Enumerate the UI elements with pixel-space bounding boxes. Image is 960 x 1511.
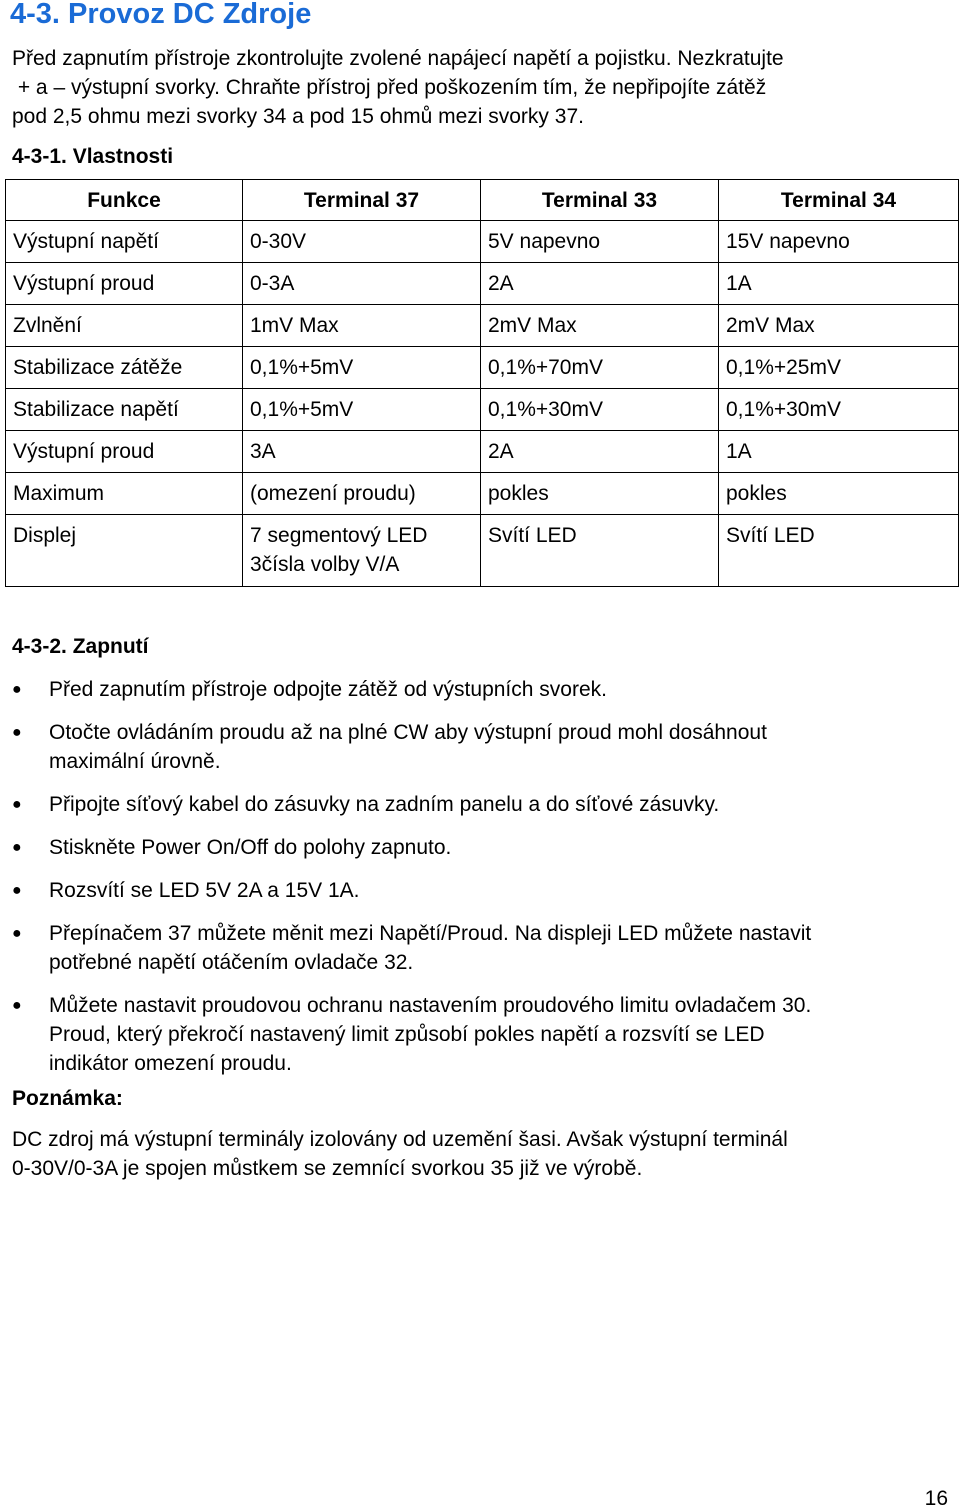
table-cell: Maximum (6, 473, 243, 515)
list-item (0, 833, 955, 862)
note-title: Poznámka: (12, 1087, 123, 1110)
cell-line: 3čísla volby V/A (250, 553, 400, 576)
table-cell: (omezení proudu) (243, 473, 481, 515)
table-cell: 15V napevno (719, 221, 959, 263)
column-header: Terminal 34 (719, 180, 959, 221)
table-cell: 1A (719, 263, 959, 305)
bullet-icon: ● (12, 925, 22, 942)
bullet-icon: ● (12, 681, 22, 698)
list-item-line: Otočte ovládáním proudu až na plné CW aby výstupní proud mohl dosáhnout (49, 721, 767, 744)
table-cell: 2A (481, 263, 719, 305)
table-cell: Výstupní proud (6, 263, 243, 305)
table-cell: 2mV Max (481, 305, 719, 347)
table-row (6, 473, 959, 515)
note-line: DC zdroj má výstupní terminály izolovány od uzemění šasi. Avšak výstupní terminál (12, 1128, 788, 1151)
bullet-icon: ● (12, 839, 22, 856)
list-item-line: maximální úrovně. (49, 750, 221, 773)
table-cell: 3A (243, 431, 481, 473)
table-cell: Stabilizace napětí (6, 389, 243, 431)
column-header: Terminal 33 (481, 180, 719, 221)
intro-line: Před zapnutím přístroje zkontrolujte zvolené napájecí napětí a pojistku. Nezkratujte (12, 47, 784, 70)
column-header: Terminal 37 (243, 180, 481, 221)
table-cell: pokles (719, 473, 959, 515)
bullet-icon: ● (12, 997, 22, 1014)
table-cell: 0-3A (243, 263, 481, 305)
list-item (0, 919, 955, 977)
list-item-line: Rozsvítí se LED 5V 2A a 15V 1A. (49, 879, 360, 902)
table-cell: Stabilizace zátěže (6, 347, 243, 389)
intro-paragraph (12, 44, 952, 131)
page-title: 4-3. Provoz DC Zdroje (10, 0, 312, 30)
table-cell: 1mV Max (243, 305, 481, 347)
table-row (6, 347, 959, 389)
table-cell: Displej (6, 515, 243, 587)
table-cell: 5V napevno (481, 221, 719, 263)
column-header: Funkce (6, 180, 243, 221)
table-cell: 1A (719, 431, 959, 473)
section-title-vlastnosti: 4-3-1. Vlastnosti (12, 145, 174, 168)
table-cell: Zvlnění (6, 305, 243, 347)
bullet-icon: ● (12, 882, 22, 899)
specifications-table (5, 179, 959, 587)
list-item-line: Stiskněte Power On/Off do polohy zapnuto. (49, 836, 452, 859)
list-item (0, 991, 955, 1078)
table-cell: 0,1%+5mV (243, 347, 481, 389)
table-cell: 0-30V (243, 221, 481, 263)
table-cell: Výstupní napětí (6, 221, 243, 263)
table-row (6, 221, 959, 263)
list-item (0, 675, 955, 704)
page-number: 16 (924, 1487, 948, 1510)
table-cell: pokles (481, 473, 719, 515)
list-item-line: Připojte síťový kabel do zásuvky na zadním panelu a do síťové zásuvky. (49, 793, 720, 816)
table-header-row (6, 180, 959, 221)
table-row (6, 389, 959, 431)
section-title-zapnuti: 4-3-2. Zapnutí (12, 635, 149, 658)
table-cell: Výstupní proud (6, 431, 243, 473)
table-cell: 0,1%+25mV (719, 347, 959, 389)
list-item-line: Před zapnutím přístroje odpojte zátěž od výstupních svorek. (49, 678, 607, 701)
table-cell: 2mV Max (719, 305, 959, 347)
table-cell (243, 515, 481, 587)
table-cell: 0,1%+70mV (481, 347, 719, 389)
table-row (6, 305, 959, 347)
steps-list (0, 675, 955, 1092)
list-item-line: Přepínačem 37 můžete měnit mezi Napětí/Proud. Na displeji LED můžete nastavit (49, 922, 812, 945)
table-row (6, 431, 959, 473)
intro-line: pod 2,5 ohmu mezi svorky 34 a pod 15 ohmů mezi svorky 37. (12, 105, 584, 128)
list-item (0, 790, 955, 819)
bullet-icon: ● (12, 796, 22, 813)
table-cell: 2A (481, 431, 719, 473)
list-item-line: Proud, který překročí nastavený limit způsobí pokles napětí a rozsvítí se LED (49, 1023, 765, 1046)
list-item-line: potřebné napětí otáčením ovladače 32. (49, 951, 414, 974)
table-cell: 0,1%+30mV (481, 389, 719, 431)
table-body (6, 221, 959, 587)
table-row (6, 263, 959, 305)
bullet-icon: ● (12, 724, 22, 741)
note-line: 0-30V/0-3A je spojen můstkem se zemnící svorkou 35 již ve výrobě. (12, 1157, 643, 1180)
table-cell: 0,1%+30mV (719, 389, 959, 431)
intro-line: + a – výstupní svorky. Chraňte přístroj před poškozením tím, že nepřipojíte zátěž (12, 76, 767, 99)
list-item (0, 718, 955, 776)
table-cell: Svítí LED (719, 515, 959, 587)
list-item (0, 876, 955, 905)
cell-line: 7 segmentový LED (250, 524, 428, 547)
list-item-line: indikátor omezení proudu. (49, 1052, 292, 1075)
note-paragraph (12, 1125, 952, 1183)
list-item-line: Můžete nastavit proudovou ochranu nastavením proudového limitu ovladačem 30. (49, 994, 812, 1017)
table-cell: Svítí LED (481, 515, 719, 587)
table-cell: 0,1%+5mV (243, 389, 481, 431)
table-row (6, 515, 959, 587)
